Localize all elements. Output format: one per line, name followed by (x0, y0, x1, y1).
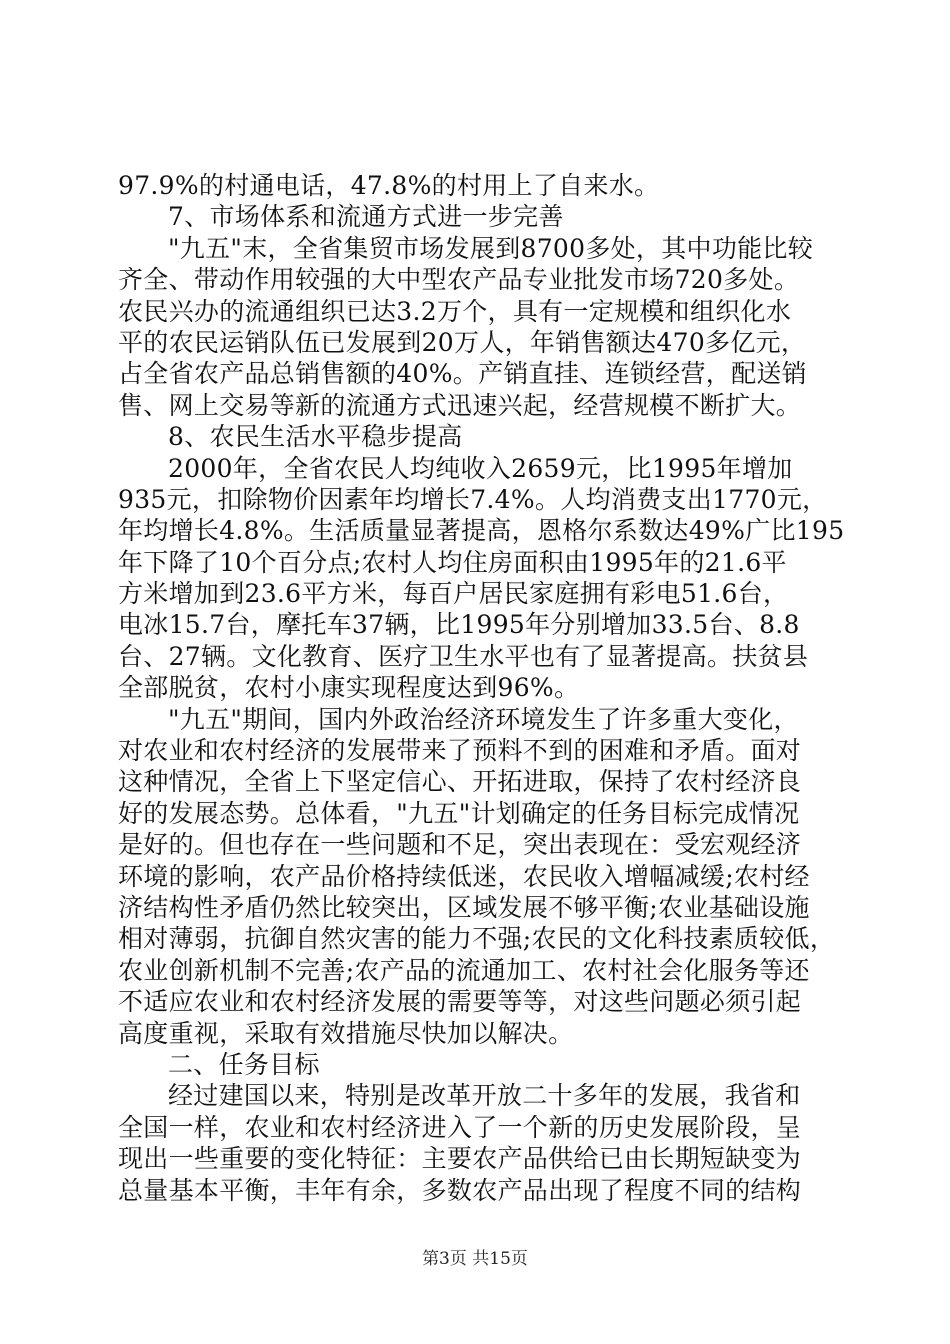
text-line: 是好的。但也存在一些问题和不足，突出表现在：受宏观经济 (118, 830, 802, 860)
text-line: 现出一些重要的变化特征：主要农产品供给已由长期短缺变为 (118, 1144, 802, 1174)
text-line: 电冰15.7台，摩托车37辆，比1995年分别增加33.5台、8.8 (118, 610, 800, 640)
text-line: 8、农民生活水平稳步提高 (168, 422, 463, 452)
text-line: 7、市场体系和流通方式进一步完善 (168, 202, 564, 232)
text-line: 环境的影响，农产品价格持续低迷，农民收入增幅减缓;农村经 (118, 861, 810, 891)
text-line: 农业创新机制不完善;农产品的流通加工、农村社会化服务等还 (118, 955, 810, 985)
text-line: 售、网上交易等新的流通方式迅速兴起，经营规模不断扩大。 (118, 390, 802, 420)
text-line: 相对薄弱，抗御自然灾害的能力不强;农民的文化科技素质较低， (118, 924, 836, 954)
text-line: 97.9%的村通电话，47.8%的村用上了自来水。 (118, 171, 660, 200)
text-line: 全国一样，农业和农村经济进入了一个新的历史发展阶段，呈 (118, 1112, 802, 1142)
text-line: 方米增加到23.6平方米，每百户居民家庭拥有彩电51.6台， (118, 579, 789, 609)
text-line: 年下降了10个百分点;农村人均住房面积由1995年的21.6平 (118, 547, 787, 577)
text-line: 对农业和农村经济的发展带来了预料不到的困难和矛盾。面对 (118, 736, 802, 766)
text-line: 济结构性矛盾仍然比较突出，区域发展不够平衡;农业基础设施 (118, 892, 810, 922)
text-line: 农民兴办的流通组织已达3.2万个，具有一定规模和组织化水 (118, 296, 792, 326)
text-line: 高度重视，采取有效措施尽快加以解决。 (118, 1018, 574, 1048)
text-line: 好的发展态势。总体看，"九五"计划确定的任务目标完成情况 (118, 798, 800, 828)
text-line: 台、27辆。文化教育、医疗卫生水平也有了显著提高。扶贫县 (118, 641, 809, 671)
text-line: 占全省农产品总销售额的40%。产销直挂、连锁经营，配送销 (118, 359, 807, 389)
text-line: 二、任务目标 (168, 1049, 320, 1079)
text-line: 经过建国以来，特别是改革开放二十多年的发展，我省和 (168, 1081, 801, 1111)
text-line: 齐全、带动作用较强的大中型农产品专业批发市场720多处。 (118, 265, 800, 295)
text-line: 2000年，全省农民人均纯收入2659元，比1995年增加 (168, 453, 793, 483)
text-line: "九五"期间，国内外政治经济环境发生了许多重大变化， (168, 704, 799, 734)
text-line: 935元，扣除物价因素年均增长7.4%。人均消费支出1770元， (118, 484, 828, 514)
text-line: 不适应农业和农村经济发展的需要等等，对这些问题必须引起 (118, 987, 802, 1017)
page-footer: 第3页 共15页 (422, 1249, 528, 1269)
text-line: 全部脱贫，农村小康实现程度达到96%。 (118, 673, 580, 703)
text-line: 这种情况，全省上下坚定信心、开拓进取，保持了农村经济良 (118, 767, 802, 797)
text-line: 平的农民运销队伍已发展到20万人，年销售额达470多亿元， (118, 327, 807, 357)
document-body (118, 170, 845, 1206)
text-line: 总量基本平衡，丰年有余，多数农产品出现了程度不同的结构 (118, 1175, 802, 1205)
text-line: 年均增长4.8%。生活质量显著提高，恩格尔系数达49%广比195 (118, 516, 845, 546)
text-line: "九五"末，全省集贸市场发展到8700多处，其中功能比较 (168, 233, 814, 263)
